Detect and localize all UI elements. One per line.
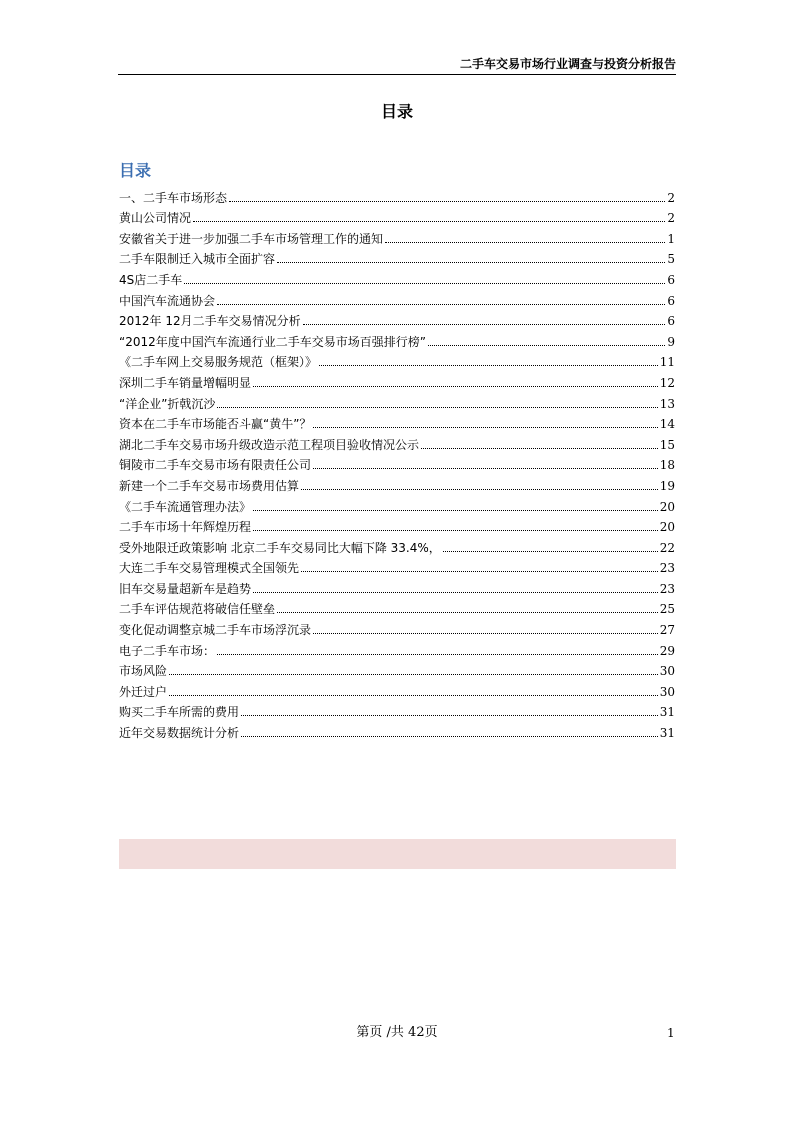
toc-entry-page: 25 xyxy=(659,602,675,617)
toc-entry-page: 23 xyxy=(659,561,675,576)
toc-leader-dots xyxy=(229,201,665,202)
toc-leader-dots xyxy=(313,633,658,634)
toc-entry[interactable] xyxy=(119,658,675,679)
toc-entry-page: 15 xyxy=(659,437,675,452)
toc-leader-dots xyxy=(253,592,658,593)
toc-leader-dots xyxy=(169,674,658,675)
toc-leader-dots xyxy=(253,530,658,531)
toc-entry-page: 30 xyxy=(659,684,675,699)
toc-leader-dots xyxy=(313,427,657,428)
toc-leader-dots xyxy=(217,654,658,655)
toc-entry-title: 中国汽车流通协会 xyxy=(119,293,216,308)
toc-leader-dots xyxy=(193,221,665,222)
toc-entry-page: 6 xyxy=(667,272,675,287)
toc-entry-title: 受外地限迁政策影响 北京二手车交易同比大幅下降 33.4%， xyxy=(119,540,441,555)
toc-entry-title: 市场风险 xyxy=(119,664,168,679)
toc-entry-title: “洋企业”折戟沉沙 xyxy=(119,396,216,411)
toc-leader-dots xyxy=(169,695,658,696)
toc-entry-page: 31 xyxy=(659,705,675,720)
toc-entry-title: 4S店二手车 xyxy=(119,272,183,287)
toc-entry-title: 铜陵市二手车交易市场有限责任公司 xyxy=(119,458,312,473)
toc-entry-page: 23 xyxy=(659,581,675,596)
toc-entry[interactable] xyxy=(119,349,675,370)
toc-entry-page: 30 xyxy=(659,664,675,679)
toc-entry[interactable] xyxy=(119,719,675,740)
toc-leader-dots xyxy=(303,324,666,325)
toc-entry-title: 安徽省关于进一步加强二手车市场管理工作的通知 xyxy=(119,231,384,246)
toc-entry-page: 2 xyxy=(667,211,675,226)
toc-entry-title: 电子二手车市场： xyxy=(119,643,216,658)
toc-entry[interactable] xyxy=(119,472,675,493)
toc-entry[interactable] xyxy=(119,616,675,637)
toc-entry[interactable] xyxy=(119,369,675,390)
toc-entry-title: 一、二手车市场形态 xyxy=(119,190,228,205)
toc-entry[interactable] xyxy=(119,596,675,617)
toc-entry[interactable] xyxy=(119,246,675,267)
toc-leader-dots xyxy=(217,407,657,408)
toc-heading: 目录 xyxy=(119,161,152,180)
toc-entry[interactable] xyxy=(119,431,675,452)
toc-leader-dots xyxy=(253,386,658,387)
toc-entry-title: 变化促动调整京城二手车市场浮沉录 xyxy=(119,623,312,638)
toc-entry[interactable] xyxy=(119,411,675,432)
toc-entry[interactable] xyxy=(119,493,675,514)
toc-leader-dots xyxy=(253,510,658,511)
toc-leader-dots xyxy=(277,262,665,263)
toc-leader-dots xyxy=(241,715,658,716)
toc-entry[interactable] xyxy=(119,184,675,205)
toc-leader-dots xyxy=(385,242,665,243)
toc-entry-title: 新建一个二手车交易市场费用估算 xyxy=(119,478,300,493)
toc-entry-title: 大连二手车交易管理模式全国领先 xyxy=(119,561,300,576)
toc-entry-page: 27 xyxy=(659,623,675,638)
toc-leader-dots xyxy=(421,448,658,449)
toc-entry-title: 外迁过户 xyxy=(119,684,168,699)
header-report-title: 二手车交易市场行业调查与投资分析报告 xyxy=(459,57,676,71)
toc-entry-title: “2012年度中国汽车流通行业二手车交易市场百强排行榜” xyxy=(119,334,426,349)
toc-entry[interactable] xyxy=(119,637,675,658)
toc-entry-title: 旧车交易量超新车是趋势 xyxy=(119,581,252,596)
toc-leader-dots xyxy=(428,345,665,346)
toc-entry[interactable] xyxy=(119,308,675,329)
toc-leader-dots xyxy=(313,468,658,469)
toc-entry-title: 2012年 12月二手车交易情况分析 xyxy=(119,314,301,329)
toc-entry-page: 14 xyxy=(659,417,675,432)
toc-leader-dots xyxy=(319,365,658,366)
toc-entry-page: 22 xyxy=(659,540,675,555)
toc-entry-title: 《二手车网上交易服务规范（框架）》 xyxy=(119,355,318,370)
toc-entry-title: 购买二手车所需的费用 xyxy=(119,705,240,720)
toc-entry[interactable] xyxy=(119,205,675,226)
page-header xyxy=(118,56,676,75)
toc-entry-page: 5 xyxy=(667,252,675,267)
toc-entry-page: 29 xyxy=(659,643,675,658)
toc-entry-title: 《二手车流通管理办法》 xyxy=(119,499,252,514)
toc-entry[interactable] xyxy=(119,287,675,308)
toc-entry-page: 2 xyxy=(667,190,675,205)
toc-entry[interactable] xyxy=(119,699,675,720)
highlight-band xyxy=(119,839,676,869)
toc-entry-title: 二手车限制迁入城市全面扩容 xyxy=(119,252,276,267)
toc-entry-page: 6 xyxy=(667,314,675,329)
toc-entry-title: 资本在二手车市场能否斗赢“黄牛”？ xyxy=(119,417,312,432)
toc-entry-page: 18 xyxy=(659,458,675,473)
toc-entry[interactable] xyxy=(119,266,675,287)
toc-entry-title: 深圳二手车销量增幅明显 xyxy=(119,375,252,390)
toc-leader-dots xyxy=(241,736,658,737)
toc-entry-title: 湖北二手车交易市场升级改造示范工程项目验收情况公示 xyxy=(119,437,420,452)
footer-page-label: 第页 /共 42页 xyxy=(356,1025,438,1040)
toc-leader-dots xyxy=(217,304,665,305)
toc-entry[interactable] xyxy=(119,534,675,555)
toc-entry-title: 黄山公司情况 xyxy=(119,211,192,226)
table-of-contents xyxy=(119,184,675,740)
toc-entry[interactable] xyxy=(119,328,675,349)
toc-leader-dots xyxy=(301,571,658,572)
toc-leader-dots xyxy=(301,489,658,490)
toc-entry-page: 19 xyxy=(659,478,675,493)
toc-leader-dots xyxy=(277,612,658,613)
toc-entry-page: 13 xyxy=(659,396,675,411)
toc-entry-page: 31 xyxy=(659,726,675,741)
toc-leader-dots xyxy=(184,283,665,284)
toc-entry-page: 20 xyxy=(659,499,675,514)
toc-entry-page: 1 xyxy=(667,231,675,246)
toc-entry-page: 12 xyxy=(659,375,675,390)
toc-entry[interactable] xyxy=(119,575,675,596)
toc-entry-page: 6 xyxy=(667,293,675,308)
toc-entry-title: 二手车市场十年辉煌历程 xyxy=(119,520,252,535)
toc-entry[interactable] xyxy=(119,390,675,411)
page-title: 目录 xyxy=(380,102,413,121)
toc-entry[interactable] xyxy=(119,555,675,576)
toc-entry[interactable] xyxy=(119,225,675,246)
footer-page-number: 1 xyxy=(667,1026,675,1040)
toc-entry[interactable] xyxy=(119,678,675,699)
toc-entry-title: 近年交易数据统计分析 xyxy=(119,726,240,741)
toc-leader-dots xyxy=(443,551,658,552)
toc-entry[interactable] xyxy=(119,452,675,473)
toc-entry-page: 9 xyxy=(667,334,675,349)
toc-entry[interactable] xyxy=(119,514,675,535)
toc-entry-page: 11 xyxy=(659,355,675,370)
toc-entry-title: 二手车评估规范将破信任壁垒 xyxy=(119,602,276,617)
toc-entry-page: 20 xyxy=(659,520,675,535)
